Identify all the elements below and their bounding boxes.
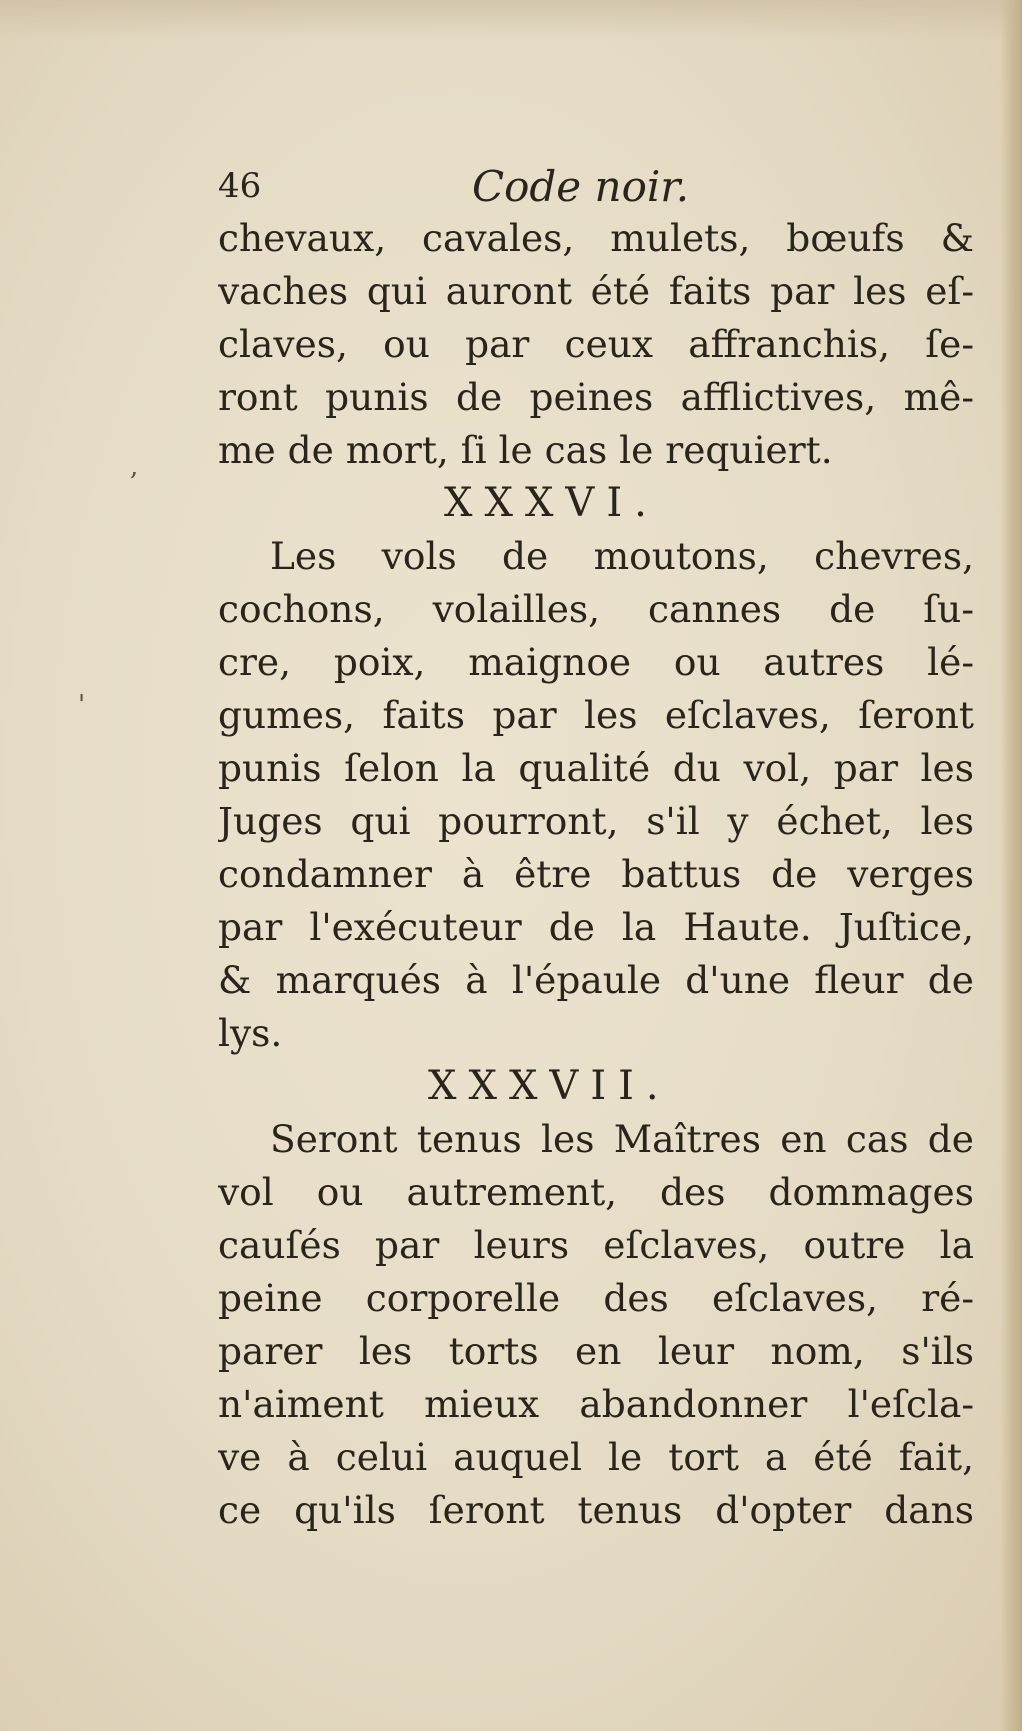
text-line: cochons, volailles, cannes de ſu- [218,587,974,631]
text-line: lys. [218,1011,283,1055]
text-line: claves, ou par ceux affranchis, ſe- [218,322,974,366]
text-line: vaches qui auront été faits par les eſ- [218,269,974,313]
text-line: condamner à être battus de verges [218,852,974,896]
text-line: gumes, faits par les eſclaves, ſeront [218,693,974,737]
text-line: parer les torts en leur nom, s'ils [218,1329,974,1373]
text-line: ront punis de peines afflictives, mê- [218,375,974,419]
text-line: ce qu'ils ſeront tenus d'opter dans [218,1488,974,1532]
text-line: ve à celui auquel le tort a été fait, [218,1435,974,1479]
margin-mark: ' [78,690,86,720]
text-line: chevaux, cavales, mulets, bœufs & [218,216,974,260]
running-head [218,162,978,212]
page-number: 46 [218,166,262,206]
text-line: peine corporelle des eſclaves, ré- [218,1276,974,1320]
text-line: Juges qui pourront, s'il y échet, les [218,799,974,843]
text-line: par l'exécuteur de la Haute. Juſtice, [218,905,974,949]
text-line: cauſés par leurs eſclaves, outre la [218,1223,974,1267]
article-heading: XXXVI. [444,480,659,526]
text-line: cre, poix, maignoe ou autres lé- [218,640,974,684]
margin-mark: , [130,452,139,482]
text-line: Seront tenus les Maîtres en cas de [270,1117,974,1161]
text-line: Les vols de moutons, chevres, [270,534,974,578]
text-line: punis ſelon la qualité du vol, par les [218,746,974,790]
page-top-shadow [0,0,1022,40]
text-line: n'aiment mieux abandonner l'eſcla- [218,1382,974,1426]
text-line: vol ou autrement, des dommages [218,1170,974,1214]
page-right-edge [1000,0,1022,1731]
text-line: & marqués à l'épaule d'une fleur de [218,958,974,1002]
body-text [218,212,974,1537]
running-title: Code noir. [472,162,690,211]
text-line: me de mort, ſi le cas le requiert. [218,428,833,472]
article-heading: XXXVII. [428,1063,671,1109]
